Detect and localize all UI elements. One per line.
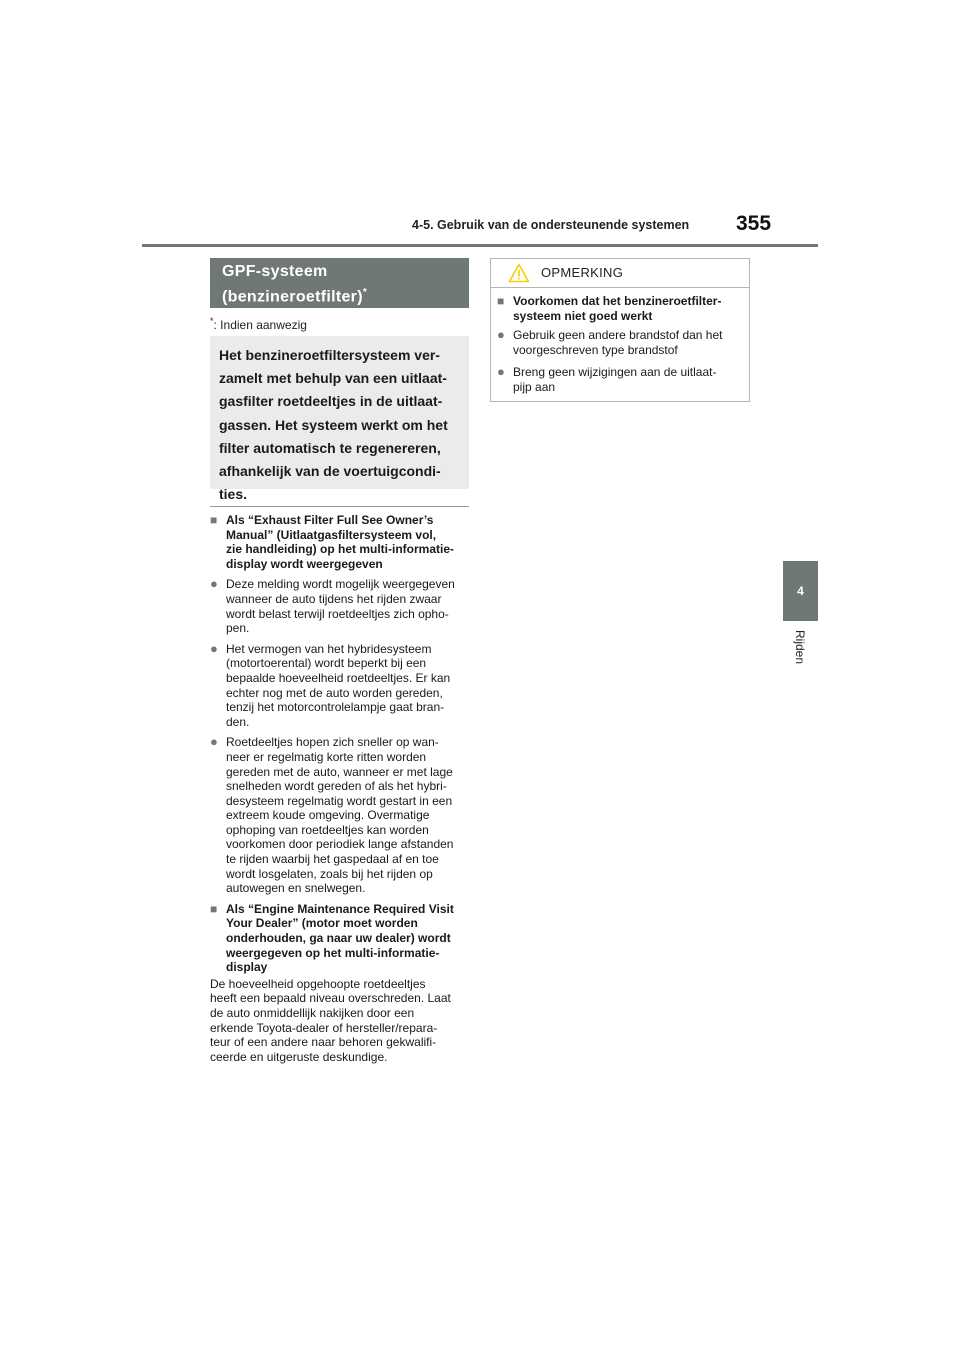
note-bullet-item: ● Breng geen wijzigingen aan de uitlaat- pijp aan bbox=[497, 364, 717, 394]
section-title-line2: (benzineroetfilter)* bbox=[222, 287, 368, 306]
dot-bullet-icon: ● bbox=[210, 734, 218, 750]
square-bullet-icon: ■ bbox=[497, 294, 505, 308]
square-bullet-icon: ■ bbox=[210, 901, 218, 916]
intro-box bbox=[210, 336, 469, 503]
dot-bullet-icon: ● bbox=[497, 327, 505, 343]
chapter-number: 4 bbox=[797, 584, 804, 598]
dot-bullet-icon: ● bbox=[497, 364, 505, 380]
subheading-engine-maintenance: ■ Als “Engine Maintenance Required Visit Your Dealer” (motor moet worden onderhouden, ga naar uw dealer) wordt weergegeven op het multi-informatie- display bbox=[210, 901, 454, 975]
page-number: 355 bbox=[736, 212, 772, 235]
note-body bbox=[491, 288, 749, 395]
header-rule bbox=[142, 244, 818, 247]
subheading-exhaust-filter: ■ Als “Exhaust Filter Full See Owner’s Manual” (Uitlaatgasfiltersysteem vol, zie handleiding) op het multi-informatie- display wordt weergegeven bbox=[210, 513, 454, 571]
intro-line: filter automatisch te regenereren, bbox=[219, 439, 441, 456]
dot-bullet-icon: ● bbox=[210, 576, 218, 592]
dot-bullet-icon: ● bbox=[210, 640, 218, 656]
body-paragraph: De hoeveelheid opgehoopte roetdeeltjes heeft een bepaald niveau overschreden. Laat de auto onmiddellijk nakijken door een erkende Toyota-dealer of hersteller/repara- teur of een andere naar behoren gekwalifi- ceerde en uitgeruste deskundige. bbox=[210, 976, 451, 1064]
intro-line: Het benzineroetfiltersysteem ver- bbox=[219, 347, 440, 363]
square-bullet-icon: ■ bbox=[210, 513, 218, 527]
bullet-item: ● Deze melding wordt mogelijk weergegeven wanneer de auto tijdens het rijden zwaar wordt belast terwijl roetdeeltjes zich opho- pen. bbox=[210, 576, 455, 636]
chapter-tab bbox=[783, 561, 818, 621]
footnote-text: : Indien aanwezig bbox=[213, 318, 307, 332]
bullet-item: ● Het vermogen van het hybridesysteem (motortoerental) wordt beperkt bij een bepaalde hoeveelheid roetdeeltjes. Er kan echter nog met de auto worden gereden, tenzij het motorcontrolelampje gaat bran- den. bbox=[210, 640, 451, 729]
footnote bbox=[210, 316, 307, 332]
note-subheading: ■ Voorkomen dat het benzineroetfilter- systeem niet goed werkt bbox=[497, 294, 722, 323]
section-divider bbox=[210, 506, 469, 507]
chapter-label: Rijden bbox=[793, 630, 807, 665]
intro-line: gassen. Het systeem werkt om het bbox=[219, 416, 448, 433]
section-title bbox=[210, 258, 469, 308]
note-header bbox=[491, 259, 749, 288]
running-header: 4-5. Gebruik van de ondersteunende systemen bbox=[412, 218, 690, 232]
footnote-marker: * bbox=[210, 316, 214, 326]
note-title: OPMERKING bbox=[541, 265, 624, 280]
section-title-line1: GPF-systeem bbox=[222, 263, 328, 280]
intro-line: gasfilter roetdeeltjes in de uitlaat- bbox=[219, 393, 443, 410]
section-title-asterisk: * bbox=[362, 287, 368, 298]
warning-triangle-icon bbox=[508, 263, 530, 288]
note-box bbox=[490, 258, 750, 402]
intro-line: afhankelijk van de voertuigcondi- bbox=[219, 463, 441, 480]
intro-line: zamelt met behulp van een uitlaat- bbox=[219, 370, 447, 387]
bullet-item: ● Roetdeeltjes hopen zich sneller op wan- neer er regelmatig korte ritten worden gereden met de auto, wanneer er met lage snelheden wordt gereden of als het hybri- desysteem regelmatig wordt gestart in een extreem koude omgeving. Overmatige ophoping van roetdeeltjes kan worden voorkomen door periodiek lange afstanden te rijden waarbij het gaspedaal af en toe wordt losgelaten, zoals bij het rijden op autowegen en snelwegen. bbox=[210, 734, 454, 896]
intro-line: ties. bbox=[219, 486, 248, 503]
body-column bbox=[210, 513, 470, 1064]
note-bullet-item: ● Gebruik geen andere brandstof dan het voorgeschreven type brandstof bbox=[497, 327, 723, 357]
